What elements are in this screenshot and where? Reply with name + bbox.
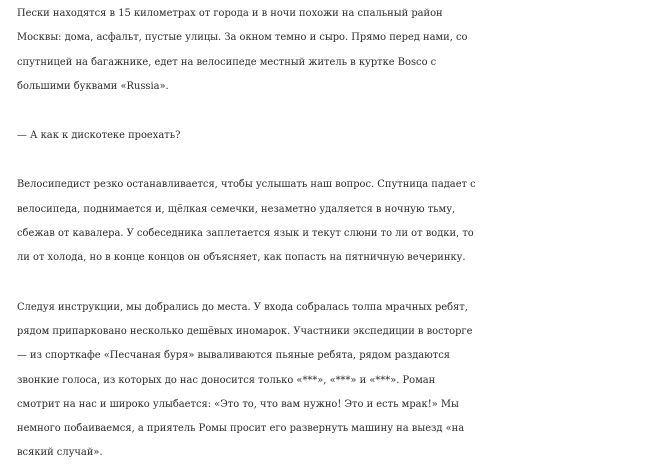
paragraph-spacer xyxy=(17,99,656,124)
text-line: — из спорткафе «Песчаная буря» вываливаются пьяные ребята, рядом раздаются xyxy=(17,350,450,362)
text-line: ли от холода, но в конце концов он объясняет, как попасть на пятничную вечеринку. xyxy=(17,252,466,264)
text-line: рядом припарковано несколько дешёвых иномарок. Участники экспедиции в восторге xyxy=(17,325,473,337)
text-line: Следуя инструкции, мы добрались до места. У входа собралась толпа мрачных ребят, xyxy=(17,301,468,313)
paragraph-dialogue-question xyxy=(17,124,656,148)
text-line: — А как к дискотеке проехать? xyxy=(17,130,181,142)
text-line: Москвы: дома, асфальт, пустые улицы. За окном темно и сыро. Прямо перед нами, со xyxy=(17,32,468,44)
text-line: спутницей на багажнике, едет на велосипеде местный житель в куртке Bosco с xyxy=(17,56,437,68)
text-line: смотрит на нас и широко улыбается: «Это то, что вам нужно! Это и есть мрак!» Мы xyxy=(17,398,459,410)
text-line: немного побаиваемся, а приятель Ромы просит его развернуть машину на выезд «на xyxy=(17,423,465,435)
paragraph-arrival xyxy=(17,296,656,466)
text-line: большими буквами «Russia». xyxy=(17,80,169,92)
text-line: сбежав от кавалера. У собеседника заплетается язык и текут слюни то ли от водки, то xyxy=(17,228,474,240)
text-line: всякий случай». xyxy=(17,447,103,459)
paragraph-cyclist xyxy=(17,173,656,270)
text-line: Пески находятся в 15 километрах от города и в ночи похожи на спальный район xyxy=(17,8,443,19)
paragraph-spacer xyxy=(17,148,656,173)
text-line: Велосипедист резко останавливается, чтобы услышать наш вопрос. Спутница падает с xyxy=(17,179,476,191)
paragraph-sands-description xyxy=(17,0,656,99)
paragraph-spacer xyxy=(17,271,656,296)
text-line: велосипеда, поднимается и, щёлкая семечки, незаметно удаляется в ночную тьму, xyxy=(17,203,456,215)
text-line: звонкие голоса, из которых до нас доносится только «***», «***» и «***». Роман xyxy=(17,374,436,386)
